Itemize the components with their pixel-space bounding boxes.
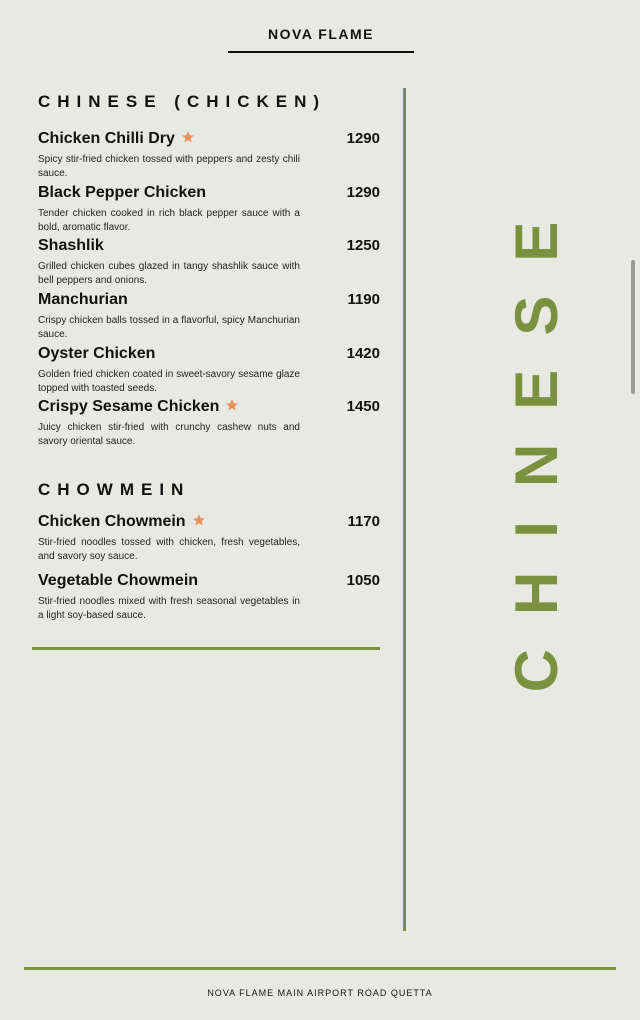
menu-item-description: Juicy chicken stir-fried with crunchy cashew nuts and savory oriental sauce. [38, 422, 300, 447]
menu-item [38, 184, 380, 234]
menu-item-price: 1190 [347, 291, 380, 308]
menu-item-price: 1420 [346, 345, 380, 362]
menu-item-description: Stir-fried noodles tossed with chicken, fresh vegetables, and savory soy sauce. [38, 537, 300, 562]
menu-item-description: Stir-fried noodles mixed with fresh seasonal vegetables in a light soy-based sauce. [38, 596, 300, 621]
menu-item-description: Crispy chicken balls tossed in a flavorful, spicy Manchurian sauce. [38, 315, 300, 340]
vertical-divider [403, 88, 406, 931]
menu-item-name: Oyster Chicken [38, 345, 156, 362]
scrollbar-thumb[interactable] [631, 260, 635, 394]
section-title-chinese-chicken: CHINESE (CHICKEN) [38, 92, 327, 111]
menu-item-description: Tender chicken cooked in rich black pepper sauce with a bold, aromatic flavor. [38, 208, 300, 233]
section-title-chowmein: CHOWMEIN [38, 480, 191, 499]
menu-item-price: 1290 [346, 130, 380, 147]
menu-item-name: Black Pepper Chicken [38, 184, 207, 201]
menu-item-name: Vegetable Chowmein [38, 572, 199, 589]
menu-item-name: Manchurian [38, 291, 128, 308]
section-end-divider [32, 647, 380, 650]
menu-item-name: Chicken Chilli Dry [38, 130, 175, 147]
menu-item-description: Golden fried chicken coated in sweet-savory sesame glaze topped with toasted seeds. [38, 369, 300, 394]
menu-item-price: 1290 [346, 184, 380, 201]
menu-item-price: 1250 [346, 237, 380, 254]
menu-item-description: Grilled chicken cubes glazed in tangy shashlik sauce with bell peppers and onions. [38, 261, 300, 286]
star-icon [225, 398, 239, 412]
footer-divider [24, 967, 616, 970]
menu-item-name: Crispy Sesame Chicken [38, 398, 220, 415]
side-category-label: CHINESE [503, 187, 570, 693]
menu-item [38, 513, 380, 563]
menu-item [38, 572, 380, 622]
menu-item-name: Shashlik [38, 237, 104, 254]
menu-item-price: 1050 [346, 572, 380, 589]
menu-item [38, 291, 380, 341]
header-divider [228, 51, 414, 53]
menu-item [38, 130, 380, 180]
menu-item-name: Chicken Chowmein [38, 513, 186, 530]
star-icon [192, 513, 206, 527]
menu-item-price: 1450 [346, 398, 380, 415]
restaurant-name: NOVA FLAME [268, 26, 374, 42]
menu-item [38, 237, 380, 287]
menu-item-price: 1170 [347, 513, 380, 530]
star-icon [181, 130, 195, 144]
footer-address: NOVA FLAME MAIN AIRPORT ROAD QUETTA [207, 988, 433, 998]
menu-item-description: Spicy stir-fried chicken tossed with peppers and zesty chili sauce. [38, 154, 300, 179]
menu-item [38, 398, 380, 448]
menu-item [38, 345, 380, 395]
